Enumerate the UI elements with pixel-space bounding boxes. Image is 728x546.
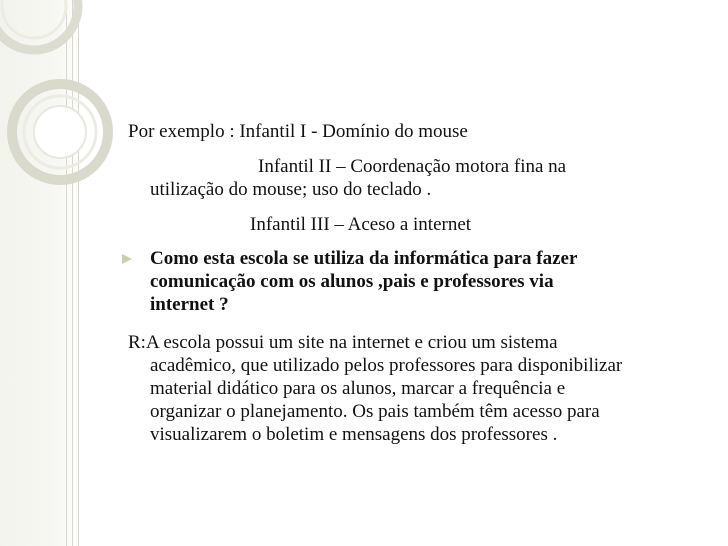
question-text-3: internet ?: [150, 294, 229, 315]
infantil-2-line1: [258, 155, 728, 178]
infantil-2-line2: [150, 178, 728, 201]
infantil-3-text: Infantil III – Aceso a internet: [250, 214, 472, 235]
example-intro: [128, 120, 718, 143]
decorative-rings: [0, 0, 160, 200]
infantil-2-cont-text: utilização do mouse; uso do teclado .: [150, 179, 432, 200]
infantil-3-line: [250, 213, 728, 236]
answer-text-3: material didático para os alunos, marcar a frequência e: [150, 378, 566, 399]
answer-line3: [150, 377, 728, 400]
answer-text-4: organizar o planejamento. Os pais também têm acesso para: [150, 401, 600, 422]
answer-text-5: visualizarem o boletim e mensagens dos professores .: [150, 424, 558, 445]
answer-line2: [150, 354, 728, 377]
question-text-1: Como esta escola se utiliza da informática para fazer: [150, 248, 578, 269]
question-text-2: comunicação com os alunos ,pais e professores via: [150, 271, 554, 292]
answer-line5: [150, 423, 728, 446]
answer-line4: [150, 400, 728, 423]
question-line2: [150, 270, 728, 293]
example-intro-text: Por exemplo : Infantil I - Domínio do mouse: [128, 121, 468, 142]
question-line3: [150, 293, 728, 316]
answer-line1: [128, 331, 718, 354]
question-line1: [150, 247, 728, 270]
bullet-icon: [122, 254, 132, 264]
infantil-2-text: Infantil II – Coordenação motora fina na: [258, 156, 567, 177]
answer-text-2: acadêmico, que utilizado pelos professores para disponibilizar: [150, 355, 623, 376]
answer-text-1: R:A escola possui um site na internet e criou um sistema: [128, 332, 558, 353]
